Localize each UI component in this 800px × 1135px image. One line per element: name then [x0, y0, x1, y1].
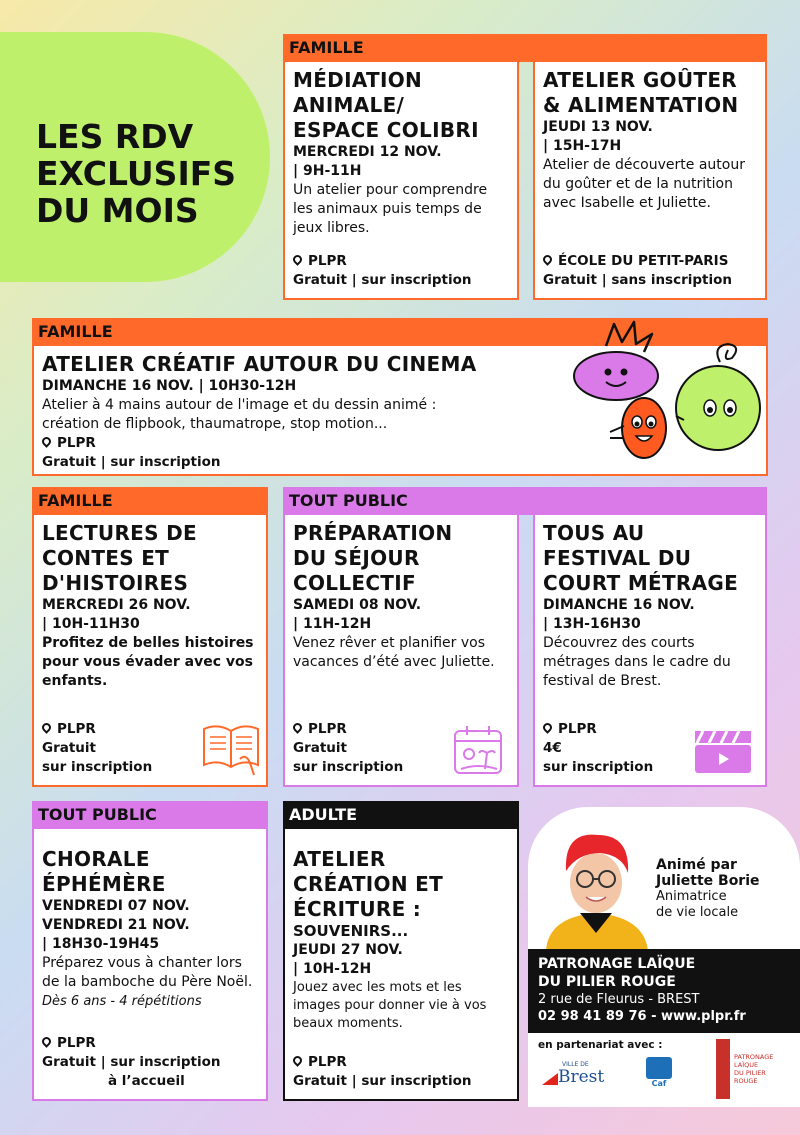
location-pin-icon — [541, 721, 554, 734]
organisation-name: DU PILIER ROUGE — [538, 974, 676, 990]
event-title: PRÉPARATION DU SÉJOUR COLLECTIF — [293, 521, 453, 595]
event-price: Gratuit sur inscription — [293, 740, 404, 775]
animator-credit — [656, 857, 796, 921]
event-description: Venez rêver et planifier vos vacances d’été avec Juliette. — [293, 635, 495, 670]
event-title: MÉDIATION ANIMALE/ ESPACE COLIBRI — [293, 68, 479, 142]
event-card-festival[interactable] — [533, 513, 767, 787]
event-title: CHORALE ÉPHÉMÈRE — [42, 847, 166, 896]
animator-label: Animé par — [656, 857, 737, 873]
clapperboard-icon — [693, 729, 755, 775]
event-location: PLPR — [293, 252, 511, 271]
brest-sail-icon — [540, 1071, 560, 1087]
event-price: Gratuit sur inscription — [42, 740, 153, 775]
event-price: Gratuit | sur inscription — [42, 454, 221, 470]
event-title: TOUS AU FESTIVAL DU COURT MÉTRAGE — [543, 521, 739, 595]
event-date: VENDREDI 07 NOV. VENDREDI 21 NOV. | 18H30-19H45 — [42, 898, 190, 952]
tag-famille: FAMILLE — [283, 34, 767, 62]
event-date: SAMEDI 08 NOV. | 11H-12H — [293, 597, 422, 632]
vacation-calendar-icon — [451, 723, 505, 777]
event-location: PLPR — [42, 720, 260, 739]
tag-tout-public: TOUT PUBLIC — [32, 801, 268, 829]
event-card-mediation[interactable] — [283, 60, 519, 300]
open-book-icon — [200, 719, 262, 777]
event-date: MERCREDI 26 NOV. | 10H-11H30 — [42, 597, 191, 632]
location-pin-icon — [40, 721, 53, 734]
animator-role: Animatrice — [656, 889, 727, 904]
event-price: Gratuit | sur inscription à l’accueil — [42, 1054, 221, 1089]
event-card-ecriture[interactable] — [283, 827, 519, 1101]
hero-title-line: EXCLUSIFS — [36, 154, 237, 193]
cartoon-characters-illustration — [544, 316, 766, 476]
location-pin-icon — [541, 253, 554, 266]
tag-tout-public: TOUT PUBLIC — [283, 487, 767, 515]
event-date: DIMANCHE 16 NOV. | 13H-16H30 — [543, 597, 695, 632]
location-pin-icon — [291, 721, 304, 734]
location-pin-icon — [40, 435, 53, 448]
location-pin-icon — [291, 1054, 304, 1067]
event-location: PLPR — [42, 434, 758, 453]
event-price: 4€ sur inscription — [543, 740, 654, 775]
event-description: Préparez vous à chanter lors de la bamboche du Père Noël. — [42, 955, 253, 990]
event-card-gouter[interactable] — [533, 60, 767, 300]
location-pin-icon — [291, 253, 304, 266]
event-location: PLPR — [543, 720, 759, 739]
partners-label: en partenariat avec : — [538, 1039, 663, 1051]
event-date: JEUDI 13 NOV. | 15H-17H — [543, 119, 653, 154]
animator-name: Juliette Borie — [656, 873, 760, 889]
caf-star-icon — [646, 1057, 672, 1079]
animator-portrait — [538, 821, 654, 951]
tag-adulte: ADULTE — [283, 801, 519, 829]
event-description: Jouez avec les mots et les images pour donner vie à vos beaux moments. — [293, 980, 487, 1031]
event-description: Profitez de belles histoires pour vous évader avec vos enfants. — [42, 635, 254, 689]
organisation-address: 2 rue de Fleurus - BREST — [538, 992, 700, 1007]
event-location: ÉCOLE DU PETIT-PARIS — [543, 252, 759, 271]
organisation-panel — [528, 807, 800, 1105]
event-location: PLPR — [293, 1053, 511, 1072]
spiky-burst-icon — [606, 322, 652, 352]
hero-title — [36, 118, 256, 229]
event-date: JEUDI 27 NOV. | 10H-12H — [293, 942, 403, 977]
organisation-info — [528, 949, 800, 1033]
event-card-lectures[interactable] — [32, 513, 268, 787]
event-note: Dès 6 ans - 4 répétitions — [42, 994, 202, 1009]
brest-logo: VILLE DE Brest — [540, 1059, 612, 1093]
event-date: DIMANCHE 16 NOV. | 10H30-12H — [42, 378, 297, 394]
tag-famille: FAMILLE — [32, 487, 268, 515]
hero-title-line: DU MOIS — [36, 191, 199, 230]
event-subtitle: SOUVENIRS... — [293, 922, 409, 940]
location-pin-icon — [40, 1035, 53, 1048]
hero-title-line: LES RDV — [36, 117, 194, 156]
tag-famille: FAMILLE — [32, 318, 768, 346]
event-card-cinema[interactable] — [32, 344, 768, 476]
event-description: Atelier de découverte autour du goûter et de la nutrition avec Isabelle et Juliette. — [543, 157, 745, 211]
event-description: Un atelier pour comprendre les animaux puis temps de jeux libres. — [293, 182, 488, 236]
animator-role: de vie locale — [656, 905, 739, 920]
plpr-logo: PATRONAGE LAÏQUE DU PILIER ROUGE — [716, 1039, 786, 1099]
event-title: ATELIER GOÛTER & ALIMENTATION — [543, 68, 739, 117]
event-location: PLPR — [42, 1034, 260, 1053]
organisation-contact[interactable]: 02 98 41 89 76 - www.plpr.fr — [538, 1009, 746, 1024]
event-title: ATELIER CRÉATION ET ÉCRITURE : — [293, 847, 444, 921]
event-price: Gratuit | sans inscription — [543, 272, 733, 288]
event-title: LECTURES DE CONTES ET D'HISTOIRES — [42, 521, 197, 595]
event-price: Gratuit | sur inscription — [293, 1073, 472, 1089]
event-location: PLPR — [293, 720, 511, 739]
event-description: Découvrez des courts métrages dans le cadre du festival de Brest. — [543, 635, 731, 689]
pillar-icon — [716, 1039, 730, 1099]
event-card-sejour[interactable] — [283, 513, 519, 787]
event-title: ATELIER CRÉATIF AUTOUR DU CINEMA — [42, 352, 477, 376]
event-price: Gratuit | sur inscription — [293, 272, 472, 288]
event-description: Atelier à 4 mains autour de l'image et du dessin animé : création de flipbook, thaumatrope, stop motion... — [42, 397, 437, 432]
organisation-name: PATRONAGE LAÏQUE — [538, 956, 696, 972]
event-date: MERCREDI 12 NOV. | 9H-11H — [293, 144, 442, 179]
event-card-chorale[interactable] — [32, 827, 268, 1101]
caf-logo: Caf — [646, 1057, 672, 1093]
